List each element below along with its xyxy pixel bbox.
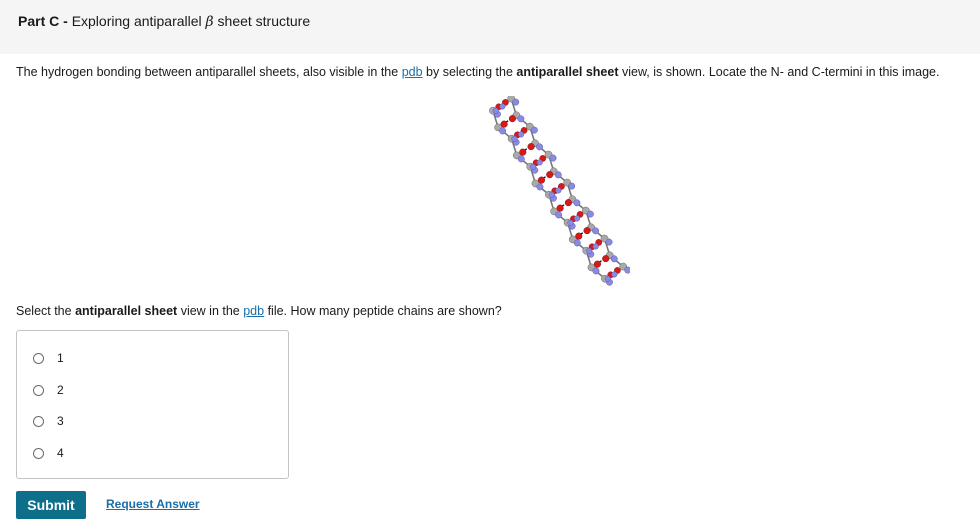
radio-button[interactable]	[33, 448, 44, 459]
radio-button[interactable]	[33, 385, 44, 396]
option-2[interactable]	[33, 382, 64, 398]
intro-text-2: by selecting the	[426, 65, 513, 79]
question-bold-view: antiparallel sheet	[75, 304, 178, 318]
answer-options	[16, 330, 289, 479]
part-header	[0, 0, 980, 54]
question-text-1: Select the	[16, 304, 72, 318]
part-title-text: Exploring antiparallel	[71, 13, 202, 29]
option-1[interactable]	[33, 350, 64, 366]
option-label: 2	[57, 383, 64, 397]
radio-button[interactable]	[33, 353, 44, 364]
request-answer-link[interactable]: Request Answer	[106, 497, 200, 511]
question-text-3: file. How many peptide chains are shown?	[267, 304, 502, 318]
submit-button[interactable]: Submit	[16, 491, 86, 519]
beta-symbol: β	[205, 14, 214, 30]
intro-text-3: view, is shown. Locate the N- and C-termini in this image.	[621, 65, 940, 79]
question-text	[16, 304, 502, 318]
option-label: 4	[57, 446, 64, 460]
pdb-file-link[interactable]: pdb	[243, 304, 265, 318]
antiparallel-sheet-image	[486, 96, 630, 286]
option-label: 1	[57, 351, 64, 365]
question-text-2: view in the	[180, 304, 240, 318]
option-label: 3	[57, 414, 64, 428]
intro-text	[16, 65, 939, 79]
intro-text-1: The hydrogen bonding between antiparallel sheets, also visible in the	[16, 65, 399, 79]
radio-button[interactable]	[33, 416, 44, 427]
part-title	[18, 13, 310, 30]
part-title-text-end: sheet structure	[217, 13, 311, 29]
option-4[interactable]	[33, 445, 64, 461]
intro-bold-view: antiparallel sheet	[516, 65, 619, 79]
pdb-link[interactable]: pdb	[401, 65, 423, 79]
option-3[interactable]	[33, 413, 64, 429]
part-label: Part C -	[18, 13, 68, 29]
